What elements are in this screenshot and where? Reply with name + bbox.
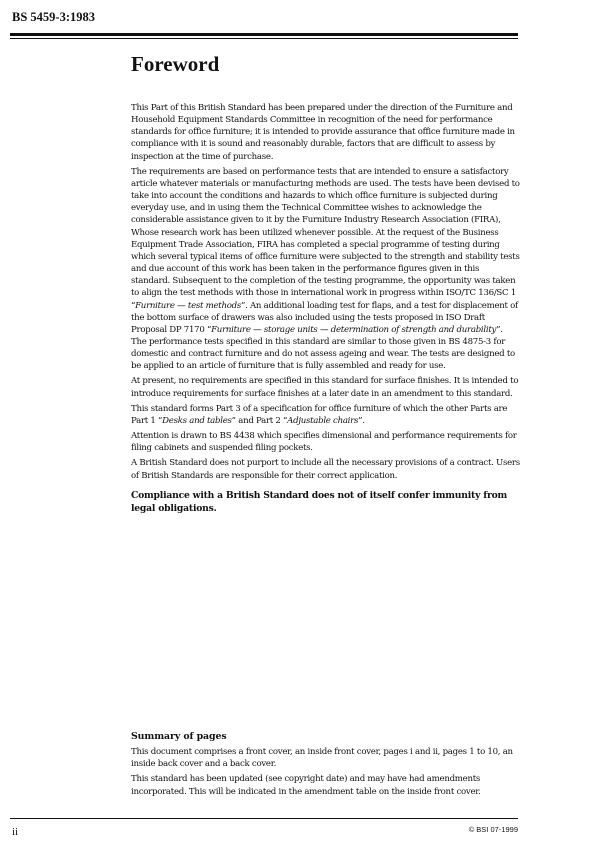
summary-paragraph-updates: This standard has been updated (see copyright date) and may have had amendments incorporated. This will be indicated in the amendment table on the inside front cover. [131,774,481,797]
foreword-paragraph [131,166,520,373]
paragraph-text: ”. An additional loading test for flaps, and a test for displacement of the bottom surface of drawers was also included using the tests proposed in ISO Draft Proposal DP 7170 “ [131,300,518,335]
summary-paragraph-contents: This document comprises a front cover, an inside front cover, pages i and ii, pages 1 to 10, an inside back cover and a back cover. [131,747,513,770]
header-rule-thin [10,38,518,39]
italic-title-text: Furniture — storage units — determination of strength and durability [211,324,497,335]
summary-heading: Summary of pages [131,731,227,742]
paragraph-text: ”. The performance tests specified in this standard are similar to those given in BS 4875-3 for domestic and contract furniture and do not assess ageing and wear. The tests are designed to be applied to an article of furniture that is fully assembled and ready for use. [131,324,515,372]
foreword-paragraph [131,403,520,427]
paragraph-text: This Part of this British Standard has been prepared under the direction of the Furniture and Household Equipment Standards Committee in recognition of the need for performance standards for office furniture; it is intended to provide assurance that office furniture made in compliance with it is sound and reasonably durable, factors that are difficult to assess by inspection at the time of purchase. [131,103,515,162]
paragraph-text: A British Standard does not purport to include all the necessary provisions of a contract. Users of British Standards are responsible for their correct application. [131,458,520,481]
page-title: Foreword [131,52,220,76]
italic-title-text: Furniture — test methods [135,300,241,311]
copyright-notice: © BSI 07-1999 [468,825,518,834]
foreword-paragraph [131,375,520,399]
paragraph-text: ” and Part 2 “ [231,415,288,426]
paragraph-text: The requirements are based on performance tests that are intended to ensure a satisfactory article whatever materials or manufacturing methods are used. The tests have been devised to take into account the conditions and hazards to which office furniture is subjected during everyday use, and in using them the Technical Committee wishes to acknowledge the considerable assistance given to it by the Furniture Industry Research Association (FIRA), Whose research work has been utilized whenever possible. At the request of the Business Equipment Trade Association, FIRA has completed a special programme of testing during which several typical items of office furniture were subjected to the strength and stability tests and due account of this work has been taken in the performance figures given in this standard. Subsequent to the completion of the testing programme, the opportunity was taken to align the test methods with those in international work in progress within ISO/TC 136/SC 1 “ [131,166,520,311]
header-rule-thick [10,33,518,36]
summary-of-pages [131,731,520,801]
foreword-paragraph [131,430,520,454]
paragraph-text: This standard forms Part 3 of a specification for office furniture of which the other Parts are Part 1 “ [131,403,508,426]
footer-rule [10,818,518,819]
foreword-paragraphs [131,102,520,482]
foreword-paragraph [131,102,520,163]
page-number: ii [12,826,19,838]
foreword-paragraph [131,457,520,481]
paragraph-text: ”. [358,415,365,426]
paragraph-text: At present, no requirements are specified in this standard for surface finishes. It is intended to introduce requirements for surface finishes at a later date in an amendment to this standard. [131,376,519,399]
paragraph-text: Attention is drawn to BS 4438 which specifies dimensional and performance requirements for filing cabinets and suspended filing pockets. [131,431,517,454]
italic-title-text: Adjustable chairs [287,415,359,426]
italic-title-text: Desks and tables [162,415,232,426]
compliance-note: Compliance with a British Standard does not of itself confer immunity from legal obligations. [131,489,508,514]
foreword-body [131,102,520,518]
standard-identifier: BS 5459-3:1983 [12,10,95,24]
